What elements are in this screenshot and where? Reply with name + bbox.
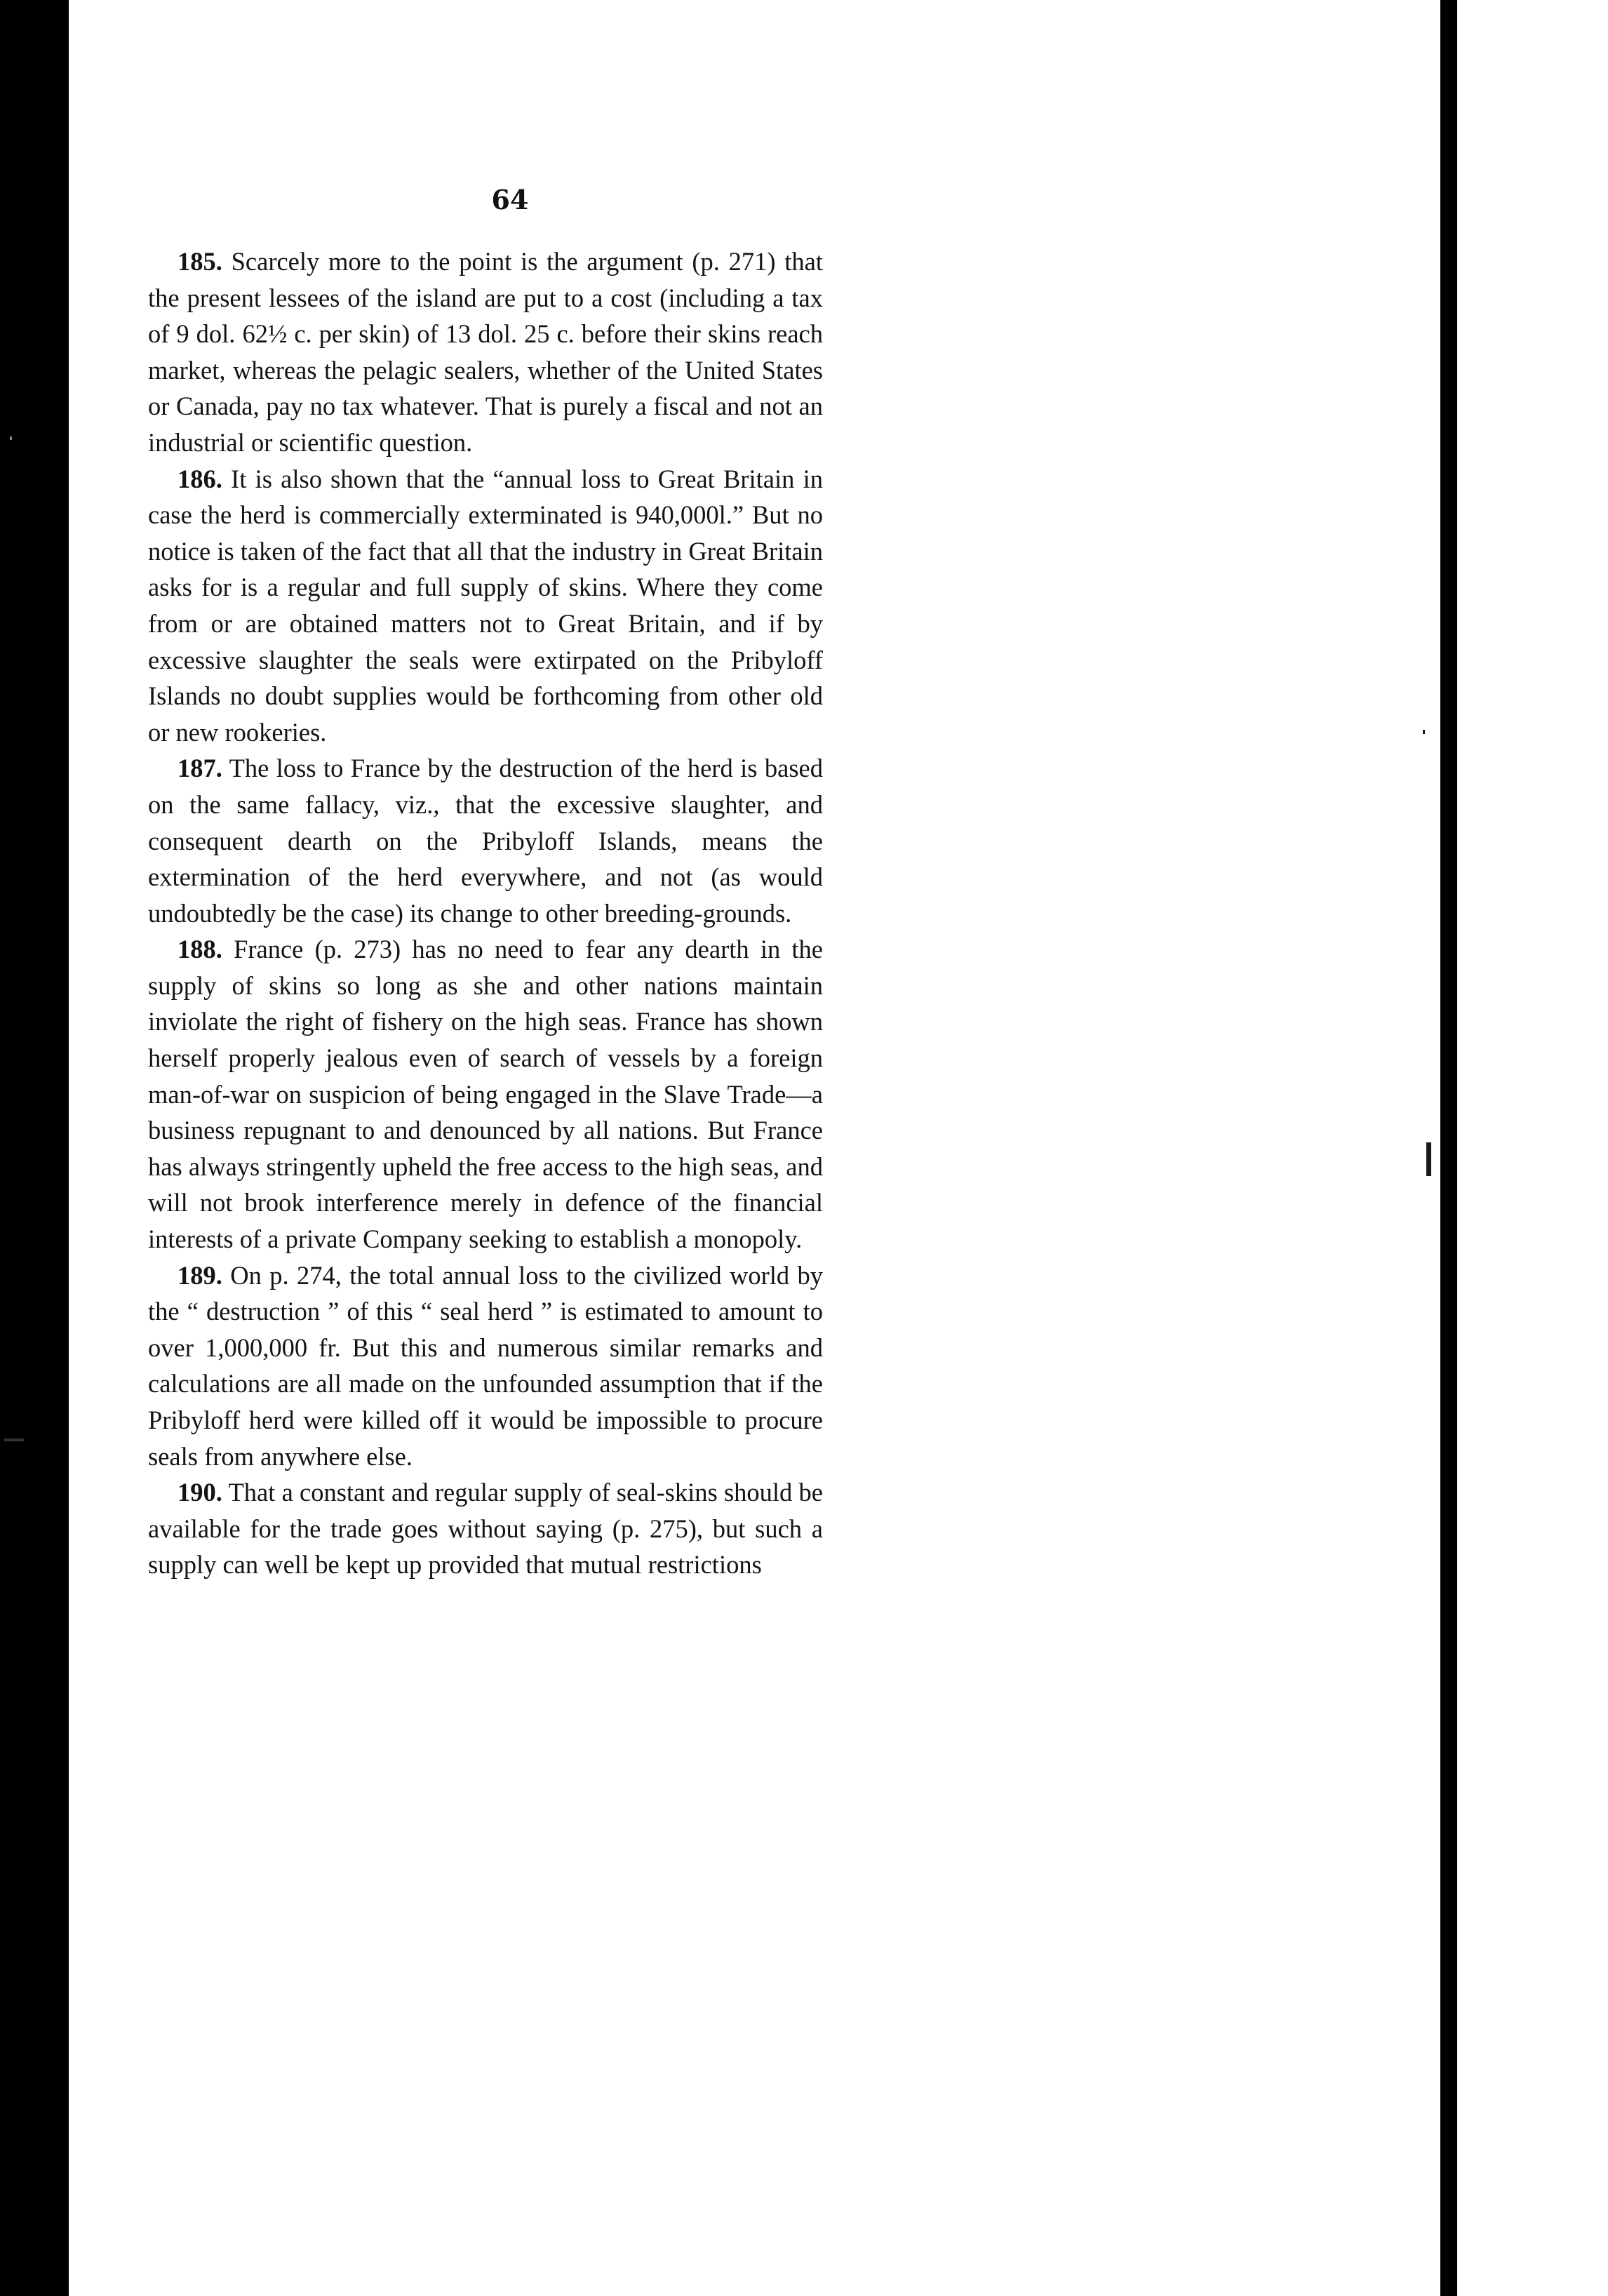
paragraph-text: On p. 274, the total annual loss to the civilized world by the “ destruction ” of this “ seal herd ” is estimated to amount to over 1,000,000 fr. But this and numerous similar remarks and calculations are all made on the unfounded assumption that if the Pribyloff herd were killed off it would be impossible to procure seals from anywhere else.: [148, 1260, 823, 1471]
adjacent-page: [1457, 0, 1608, 2296]
paragraph-number: 185.: [177, 247, 222, 276]
paragraph-189: [148, 1257, 823, 1475]
scan-speck: [4, 1439, 24, 1441]
document-page: [69, 0, 1440, 2296]
page-gutter: [1440, 0, 1457, 2296]
scan-speck: [1426, 1142, 1431, 1176]
paragraph-188: [148, 931, 823, 1257]
page-number: 64: [491, 184, 529, 215]
scan-speck: [10, 436, 12, 440]
paragraph-number: 188.: [177, 935, 222, 964]
paragraph-text: France (p. 273) has no need to fear any dearth in the supply of skins so long as she and other nations maintain inviolate the right of fishery on the high seas. France has shown herself properly jealous even of search of vessels by a foreign man-of-war on suspicion of being engaged in the Slave Trade—a business repugnant to and denounced by all nations. But France has always stringently upheld the free access to the high seas, and will not brook interference merely in defence of the financial interests of a private Company seeking to establish a monopoly.: [148, 935, 823, 1254]
paragraph-text: The loss to France by the destruction of the herd is based on the same fallacy, viz., that the excessive slaughter, and consequent dearth on the Pribyloff Islands, means the extermination of the herd everywhere, and not (as would undoubtedly be the case) its change to other breeding-grounds.: [148, 754, 823, 928]
paragraph-text: Scarcely more to the point is the argument (p. 271) that the present lessees of the island are put to a cost (including a tax of 9 dol. 62½ c. per skin) of 13 dol. 25 c. before their skins reach market, whereas the pelagic sealers, whether of the United States or Canada, pay no tax whatever. That is purely a fiscal and not an industrial or scientific question.: [148, 247, 823, 457]
paragraph-187: [148, 750, 823, 931]
paragraph-number: 186.: [177, 464, 222, 493]
paragraph-number: 190.: [177, 1478, 222, 1507]
scan-speck: [1423, 730, 1425, 734]
paragraph-186: [148, 461, 823, 751]
paragraph-number: 189.: [177, 1260, 222, 1290]
paragraph-text: It is also shown that the “annual loss to Great Britain in case the herd is commercially exterminated is 940,000l.” But no notice is taken of the fact that all that the industry in Great Britain asks for is a regular and full supply of skins. Where they come from or are obtained matters not to Great Britain, and if by excessive slaughter the seals were extirpated on the Pribyloff Islands no doubt supplies would be forthcoming from other old or new rookeries.: [148, 464, 823, 747]
text-column: [148, 243, 823, 1583]
paragraph-190: [148, 1474, 823, 1583]
paragraph-185: [148, 243, 823, 461]
paragraph-number: 187.: [177, 754, 222, 783]
paragraph-text: That a constant and regular supply of seal-skins should be available for the trade goes without saying (p. 275), but such a supply can well be kept up provided that mutual restrictions: [148, 1478, 823, 1580]
